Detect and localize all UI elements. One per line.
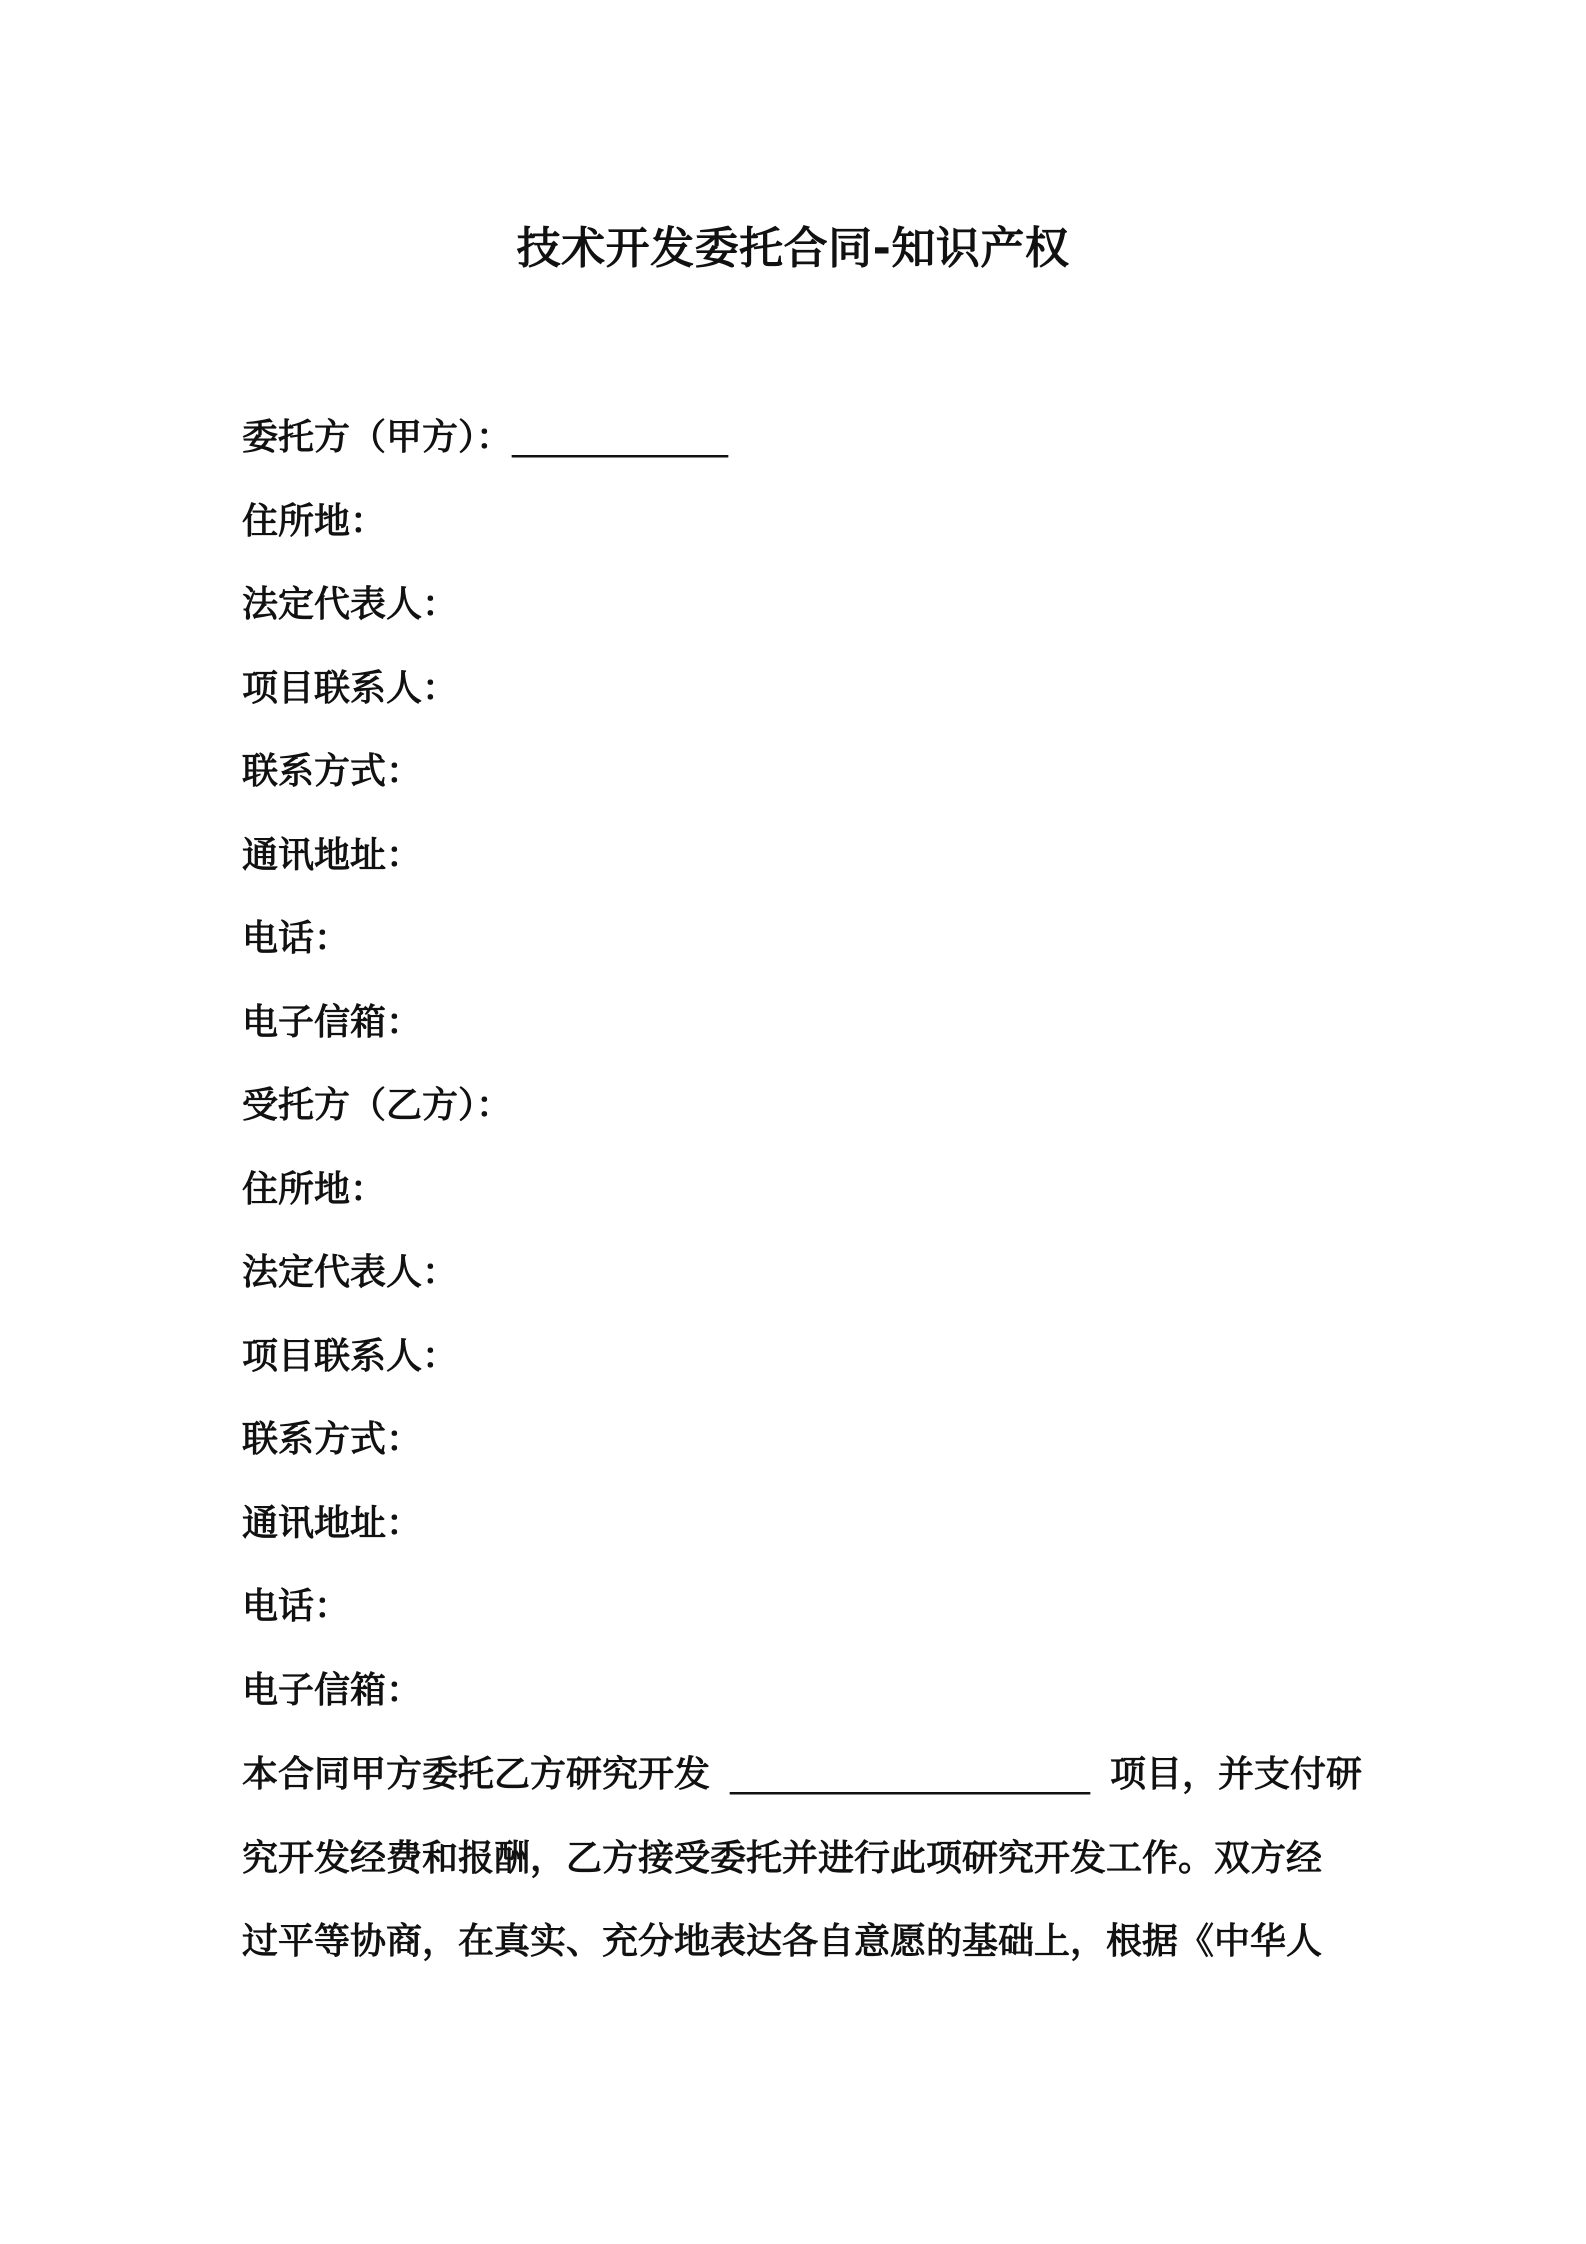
- party-b-mailing-address: 通讯地址：: [242, 1502, 423, 1544]
- party-a-project-contact: 项目联系人：: [242, 667, 459, 709]
- paragraph-line-2: [242, 1817, 1362, 1901]
- party-a-contact-method: 联系方式：: [242, 751, 423, 792]
- party-b-label: 受托方（乙方）：: [242, 1085, 513, 1126]
- project-name-blank: ____________________: [730, 1754, 1090, 1795]
- party-a-address: 住所地：: [242, 500, 387, 542]
- paragraph-line-3: [242, 1900, 1362, 1984]
- paragraph-line-3-text: 过平等协商，在真实、充分地表达各自意愿的基础上，根据《中华人: [242, 1921, 1323, 1962]
- party-a-mailing-address: 通讯地址：: [242, 834, 423, 876]
- paragraph-line-1: [242, 1733, 1362, 1817]
- party-a-legal-representative: 法定代表人：: [242, 584, 459, 625]
- party-b-contact-method: 联系方式：: [242, 1419, 423, 1460]
- party-b-phone: 电话：: [242, 1586, 351, 1627]
- party-b-legal-representative: 法定代表人：: [242, 1252, 459, 1293]
- party-a-label: 委托方（甲方）：: [242, 417, 513, 458]
- party-a-email: 电子信箱：: [242, 1001, 423, 1043]
- party-a-blank: ____________: [512, 417, 729, 458]
- paragraph-line-1-start: 本合同甲方委托乙方研究开发: [242, 1754, 711, 1795]
- party-b-address: 住所地：: [242, 1168, 387, 1210]
- party-b-email: 电子信箱：: [242, 1669, 423, 1711]
- party-a-line: [242, 403, 1362, 487]
- party-a-phone: 电话：: [242, 918, 351, 959]
- document-title: 技术开发委托合同-知识产权: [516, 223, 1070, 274]
- document-body: [242, 403, 1362, 1984]
- paragraph-line-2-text: 究开发经费和报酬，乙方接受委托并进行此项研究开发工作。双方经: [242, 1837, 1323, 1879]
- paragraph-line-1-end: 项目，并支付研: [1109, 1754, 1362, 1795]
- party-b-project-contact: 项目联系人：: [242, 1335, 459, 1377]
- contract-preamble-paragraph: [242, 1733, 1362, 1984]
